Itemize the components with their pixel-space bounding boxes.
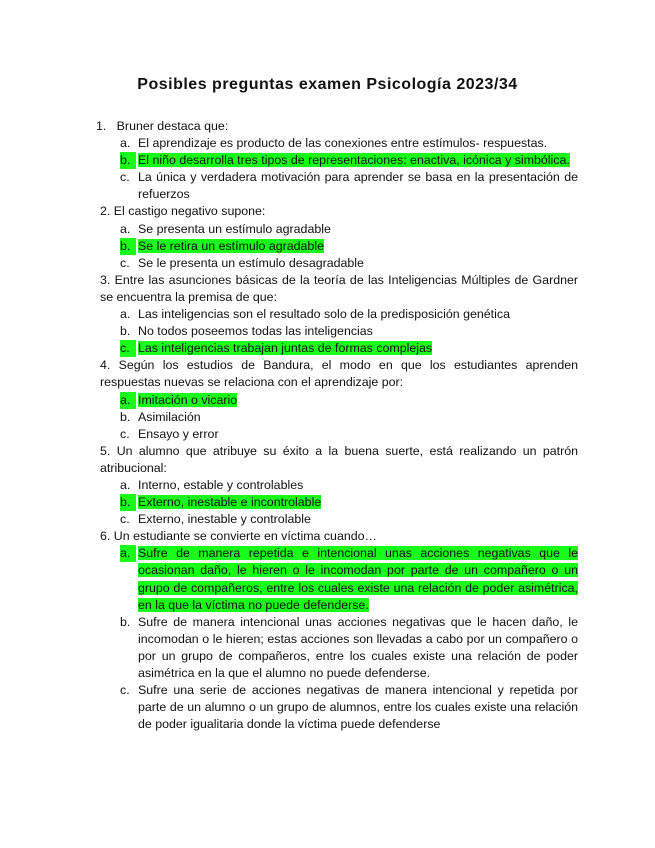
option-text: Se le retira un estímulo agradable	[138, 238, 324, 253]
option-letter: a.	[120, 392, 136, 409]
option-c	[100, 511, 578, 528]
option-a	[100, 221, 578, 238]
option-letter: b.	[120, 494, 136, 511]
option-text: Las inteligencias trabajan juntas de formas complejas	[138, 341, 433, 356]
option-a-correct	[100, 392, 578, 409]
option-letter: c.	[120, 426, 130, 441]
option-b-correct	[100, 238, 578, 255]
option-text: Imitación o vicario	[138, 392, 238, 407]
option-letter: c.	[120, 255, 130, 270]
question-stem	[96, 118, 578, 135]
question-text: Entre las asunciones básicas de la teoría de las Inteligencias Múltiples de Gardner se encuentra la premisa de que:	[100, 272, 578, 304]
option-letter: a.	[120, 307, 131, 322]
option-a	[100, 306, 578, 323]
option-text: El niño desarrolla tres tipos de representaciones: enactiva, icónica y simbólica.	[138, 153, 570, 168]
question-number: 1.	[96, 119, 107, 133]
question-1	[96, 118, 578, 203]
question-text: Un estudiante se convierte en víctima cuando…	[113, 529, 377, 544]
option-text: Sufre de manera repetida e intencional unas acciones negativas que le ocasionan daño, le hieren o le incomodan por parte de un compañero o un grupo de compañeros, entre los cuales existe una relación de poder asimétrica, en la que la víctima no puede defenderse.	[138, 546, 578, 612]
option-list	[100, 392, 578, 443]
option-text: Externo, inestable y controlable	[138, 512, 311, 527]
option-b-correct	[100, 494, 578, 511]
option-text: La única y verdadera motivación para aprender se basa en la presentación de refuerzos	[138, 170, 578, 202]
question-6	[100, 528, 578, 733]
question-4	[100, 357, 578, 442]
question-number: 5.	[100, 443, 111, 458]
option-letter: a.	[120, 136, 131, 151]
option-a	[100, 477, 578, 494]
option-list	[100, 545, 578, 733]
option-text: Ensayo y error	[138, 426, 219, 441]
option-list	[100, 477, 578, 528]
question-number: 4.	[100, 358, 111, 373]
question-text: Según los estudios de Bandura, el modo en que los estudiantes aprenden respuestas nuevas se relaciona con el aprendizaje por:	[100, 358, 578, 390]
question-stem	[100, 443, 578, 477]
option-c	[100, 255, 578, 272]
option-letter: a.	[120, 221, 131, 236]
option-text: Se presenta un estímulo agradable	[138, 221, 331, 236]
option-b-correct	[100, 152, 578, 169]
option-text: Las inteligencias son el resultado solo de la predisposición genética	[138, 307, 510, 322]
question-stem	[100, 357, 578, 391]
question-stem	[100, 272, 578, 306]
option-letter: c.	[120, 683, 130, 698]
option-b	[100, 323, 578, 340]
option-text: Sufre de manera intencional unas acciones negativas que le hacen daño, le incomodan o le hieren; estas acciones son llevadas a cabo por un compañero o por un grupo de compañeros, entre los cuales existe una relación de poder asimétrica en la que el alumno no puede defenderse.	[138, 614, 578, 680]
question-number: 6.	[100, 529, 111, 544]
question-stem	[100, 528, 578, 545]
question-2	[100, 203, 578, 271]
option-letter: b.	[120, 324, 131, 339]
question-text: El castigo negativo supone:	[113, 204, 266, 219]
option-text: Se le presenta un estímulo desagradable	[138, 255, 364, 270]
option-list	[100, 135, 578, 203]
question-list	[96, 118, 578, 733]
option-text: Interno, estable y controlables	[138, 477, 304, 492]
document-title: Posibles preguntas examen Psicología 2023/34	[137, 76, 518, 93]
option-letter: c.	[120, 512, 130, 527]
option-c	[100, 169, 578, 203]
question-text: Bruner destaca que:	[116, 119, 229, 133]
question-number: 2.	[100, 204, 111, 219]
option-text: El aprendizaje es producto de las conexiones entre estímulos- respuestas.	[138, 136, 548, 151]
option-text: Externo, inestable e incontrolable	[138, 495, 322, 510]
option-list	[100, 221, 578, 272]
option-letter: b.	[120, 238, 136, 255]
option-c-correct	[100, 340, 578, 357]
question-5	[100, 443, 578, 528]
option-a-correct	[100, 545, 578, 613]
option-c	[100, 426, 578, 443]
option-a	[100, 135, 578, 152]
question-stem	[100, 203, 578, 220]
option-letter: c.	[120, 340, 136, 357]
option-letter: b.	[120, 152, 136, 169]
option-text: Sufre una serie de acciones negativas de manera intencional y repetida por parte de un alumno o un grupo de alumnos, entre los cuales existe una relación de poder igualitaria donde la víctima puede defenderse	[138, 683, 578, 732]
option-list	[100, 306, 578, 357]
option-letter: c.	[120, 170, 130, 185]
option-letter: b.	[120, 614, 131, 629]
option-b	[100, 409, 578, 426]
option-letter: b.	[120, 409, 131, 424]
option-c	[100, 682, 578, 733]
question-number: 3.	[100, 272, 111, 287]
option-b	[100, 614, 578, 682]
option-text: No todos poseemos todas las inteligencias	[138, 324, 373, 339]
option-letter: a.	[120, 545, 136, 562]
question-3	[100, 272, 578, 357]
option-text: Asimilación	[138, 409, 201, 424]
option-letter: a.	[120, 477, 131, 492]
question-text: Un alumno que atribuye su éxito a la buena suerte, está realizando un patrón atribucional:	[100, 443, 578, 475]
